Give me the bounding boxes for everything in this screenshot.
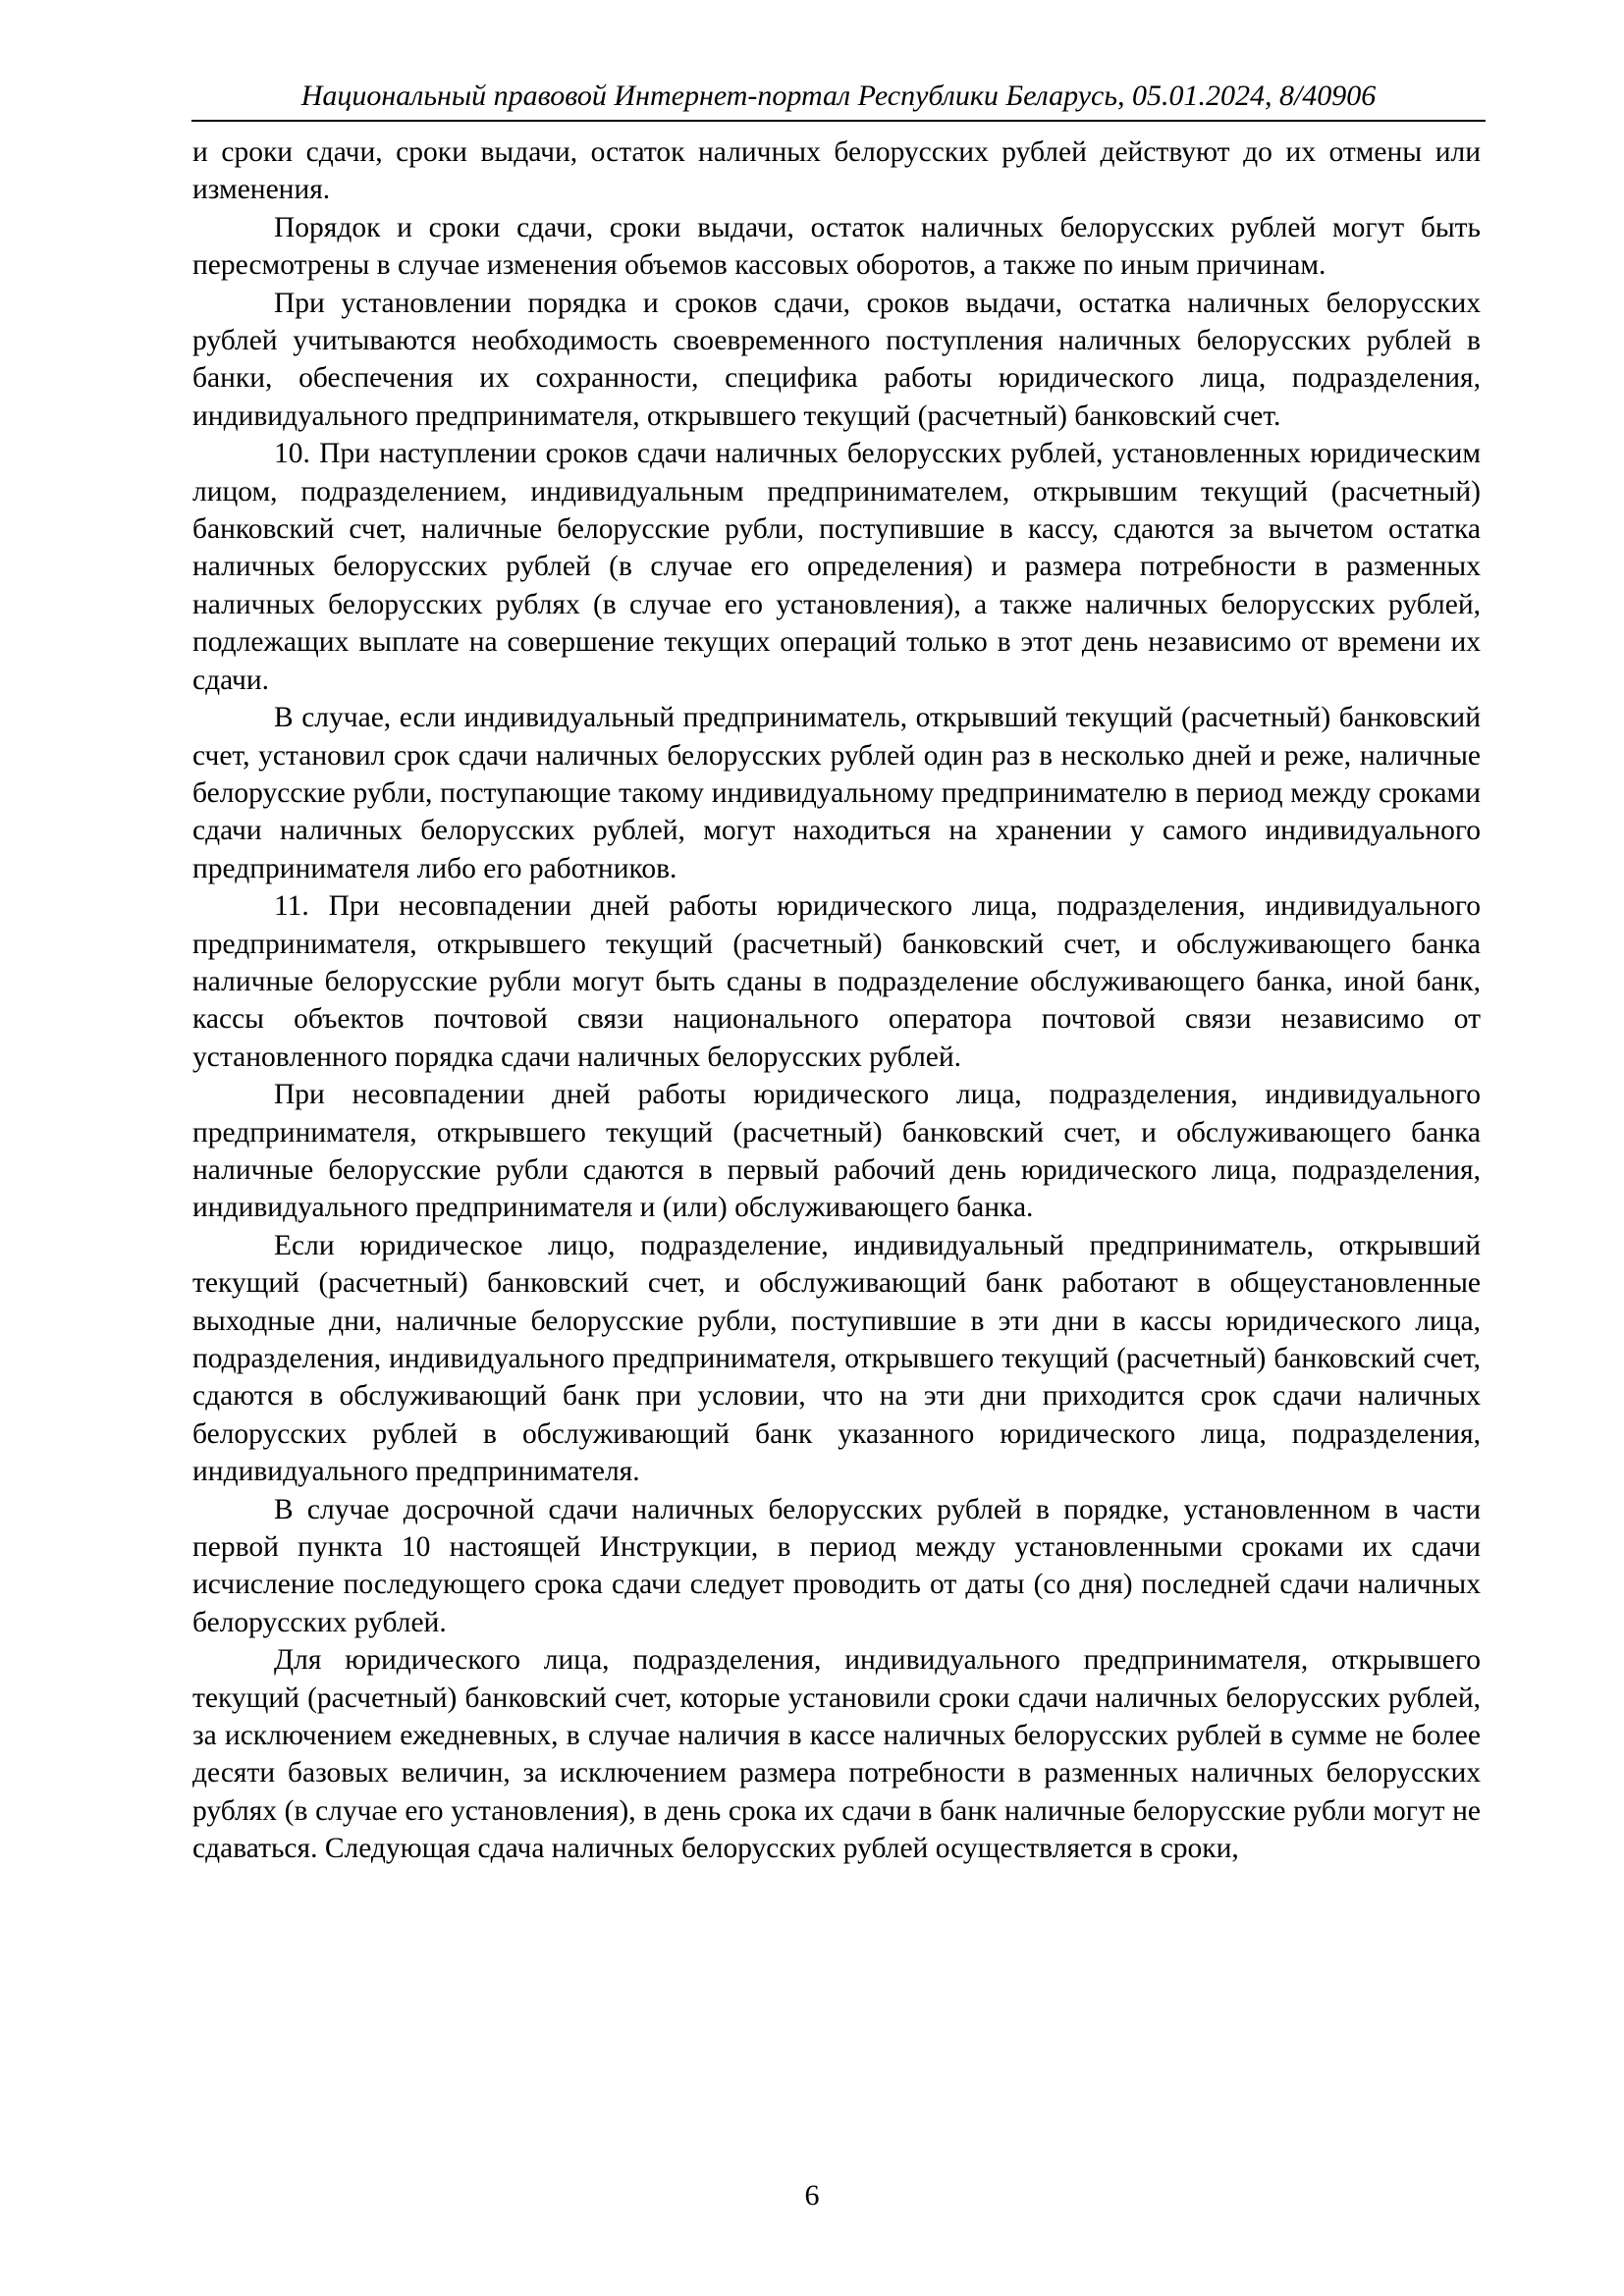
paragraph: В случае досрочной сдачи наличных белорусских рублей в порядке, установленном в части первой пункта 10 настоящей Инструкции, в период между установленными сроками их сдачи исчисление последующего срока сдачи следует проводить от даты (со дня) последней сдачи наличных белорусских рублей. [192, 1493, 1481, 1638]
paragraph-item-11: 11. При несовпадении дней работы юридического лица, подразделения, индивидуального предпринимателя, открывшего текущий (расчетный) банковский счет, и обслуживающего банка наличные белорусские рубли могут быть сданы в подразделение обслуживающего банка, иной банк, кассы объектов почтовой связи национального оператора почтовой связи независимо от установленного порядка сдачи наличных белорусских рублей. [192, 890, 1481, 1073]
paragraph-item-10: 10. При наступлении сроков сдачи наличных белорусских рублей, установленных юридическим лицом, подразделением, индивидуальным предпринимателем, открывшим текущий (расчетный) банковский счет, наличные белорусские рубли, поступившие в кассу, сдаются за вычетом остатка наличных белорусских рублей (в случае его определения) и размера потребности в разменных наличных белорусских рублях (в случае его установления), а также наличных белорусских рублей, подлежащих выплате на совершение текущих операций только в этот день независимо от времени их сдачи. [192, 438, 1481, 696]
paragraph: Для юридического лица, подразделения, индивидуального предпринимателя, открывшего текущий (расчетный) банковский счет, которые установили сроки сдачи наличных белорусских рублей, за исключением ежедневных, в случае наличия в кассе наличных белорусских рублей в сумме не более десяти базовых величин, за исключением размера потребности в разменных наличных белорусских рублях (в случае его установления), в день срока их сдачи в банк наличные белорусские рубли могут не сдаваться. Следующая сдача наличных белорусских рублей осуществляется в сроки, [192, 1644, 1481, 1865]
paragraph-continuation: и сроки сдачи, сроки выдачи, остаток наличных белорусских рублей действуют до их отмены или изменения. [192, 136, 1481, 206]
paragraph: В случае, если индивидуальный предприниматель, открывший текущий (расчетный) банковский счет, установил срок сдачи наличных белорусских рублей один раз в несколько дней и реже, наличные белорусские рубли, поступающие такому индивидуальному предпринимателю в период между сроками сдачи наличных белорусских рублей, могут находиться на хранении у самого индивидуального предпринимателя либо его работников. [192, 702, 1481, 884]
paragraph: Если юридическое лицо, подразделение, индивидуальный предприниматель, открывший текущий (расчетный) банковский счет, и обслуживающий банк работают в общеустановленные выходные дни, наличные белорусские рубли, поступившие в эти дни в кассы юридического лица, подразделения, индивидуального предпринимателя, открывшего текущий (расчетный) банковский счет, сдаются в обслуживающий банк при условии, что на эти дни приходится срок сдачи наличных белорусских рублей в обслуживающий банк указанного юридического лица, подразделения, индивидуального предпринимателя. [192, 1229, 1481, 1488]
header-divider [191, 120, 1486, 122]
paragraph: При несовпадении дней работы юридического лица, подразделения, индивидуального предпринимателя, открывшего текущий (расчетный) банковский счет, и обслуживающего банка наличные белорусские рубли сдаются в первый рабочий день юридического лица, подразделения, индивидуального предпринимателя и (или) обслуживающего банка. [192, 1079, 1481, 1224]
page-number: 6 [804, 2179, 820, 2212]
document-body [192, 133, 1481, 1868]
paragraph: При установлении порядка и сроков сдачи, сроков выдачи, остатка наличных белорусских рублей учитываются необходимость своевременного поступления наличных белорусских рублей в банки, обеспечения их сохранности, специфика работы юридического лица, подразделения, индивидуального предпринимателя, открывшего текущий (расчетный) банковский счет. [192, 287, 1481, 432]
paragraph: Порядок и сроки сдачи, сроки выдачи, остаток наличных белорусских рублей могут быть пересмотрены в случае изменения объемов кассовых оборотов, а также по иным причинам. [192, 211, 1481, 282]
running-header: Национальный правовой Интернет-портал Республики Беларусь, 05.01.2024, 8/40906 [300, 80, 1377, 112]
